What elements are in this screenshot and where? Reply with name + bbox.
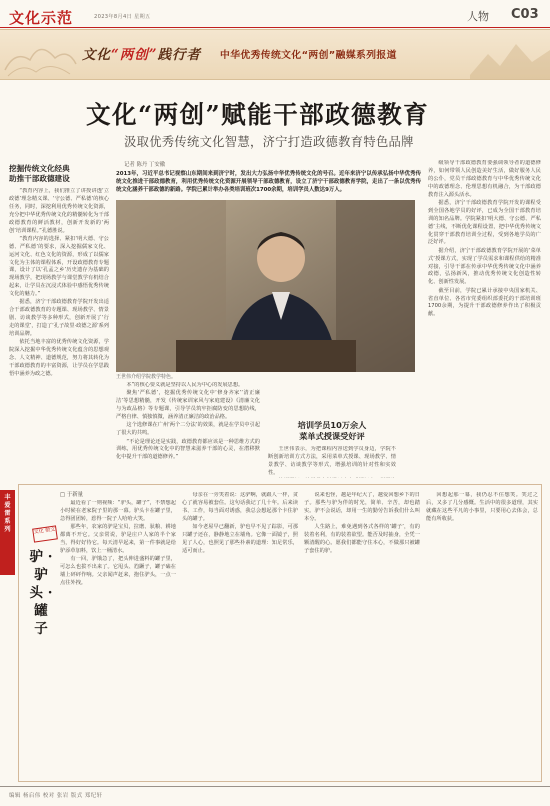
paragraph: 最近看了一则视频：“驴头，罐子”，不禁想起小时候在老家院子里的那一幕。驴头卡在罐子里，急得团团转，惹得一院子人哈哈大笑。 [60,500,176,522]
paragraph: 依托当地丰富的优秀传统文化资源，学院深入挖掘中华优秀传统文化蕴含的思想观念、人文精神、道德规范，努力将其转化为干部政德教育的丰富资源，让学员在学思践悟中涵养为政之德。 [9,339,109,378]
cloud-ornament-icon [0,30,80,80]
byline: 记者 陈丹 丁安徽 [124,162,166,168]
left-column-text [9,188,109,474]
essay-stamp: 文化 散文 [32,525,58,542]
essay-author: □ 于新量 [60,492,83,498]
paragraph: 据介绍，济宁干部政德教育学院开展的‘菜单式’授课方式，实现了学员需求和课程供给的精准对接，引导干部在传承中华优秀传统文化中涵养政德，弘扬新风，推动优秀传统文化创造性转化、创新性发展。 [428,247,541,286]
column-tab-char: 丰 [4,494,11,501]
paragraph: 人生路上，难免遇到各式各样的‘罐子’，有的装着名利，有的装着欲望。能否及时抽身，全凭一颗清醒的心。愿我们都能守住本心，不做那只被罐子套住的驴。 [304,524,420,554]
editor-credits: 编辑 杨启伟 校对 张岩 版式 郑纪轩 [9,793,103,799]
article-photo [116,200,415,372]
paragraph: 据悉，济宁干部政德教育学院开发的课程受到全国各地学员的好评，已成为全国干部教育培训的知名品牌。学院紧扣‘明大德、守公德、严私德’主线，不断优化课程设置，把中华优秀传统文化贯穿干部教育培训全过程，受到各地学员的广泛好评。 [428,199,541,246]
page-number: C03 [511,7,539,22]
column-tab-char: 系 [4,518,11,525]
paragraph: 回想起那一幕，我仍忍不住想笑。笑过之后，又多了几分感慨。生活中的很多道理，其实就藏在这些平凡的小事里，只要用心去体会，总能有所收获。 [426,492,538,522]
series-banner [0,29,550,80]
mountain-ornament-icon [470,30,550,80]
column-tab-char: 爱 [4,502,11,509]
paragraph: “不论是理论还是实践，政德教育都应该是一种思维方式的训练，用优秀传统文化中的智慧来滋养干部的心灵，在潜移默化中提升干部的道德修养。” [116,438,260,461]
paragraph: 说来也怪，越是年纪大了，越爱回想乡下的日子。那些与驴为伴的时光，简单、辛苦，却也踏实。驴不会说话，却用一生的勤劳告诉我们什么叫本分。 [304,492,420,522]
paragraph: 这个选修课在广州‘两个二分法’的效果，就是在学员中引起了很大的共鸣。 [116,422,260,437]
left-column-heading: 挖掘传统文化经典 助推干部政德建设 [9,164,70,183]
column-tab [0,490,15,575]
subsection-heading: 培训学员10万余人 菜单式授课受好评 [297,420,367,441]
paragraph: 级领导干部政德教育要强调领导者的道德修养，如何带领人民创造美好生活，做好服务人民的公仆，党员干部政德教育与中华优秀传统文化中的政德理念、伦理思想有机融合，为干部政德教育注入源头活水。 [428,160,541,198]
banner-title-quote: “两创” [111,47,158,63]
column-tab-char: 列 [4,526,11,533]
essay-title: 驴 · 驴头 · 罐子 [29,549,53,637]
section-name: 人物 [467,10,489,23]
newspaper-logo: 文化示范 [9,9,74,27]
speaker-photo-image [116,200,415,372]
paragraph: 王世伟表示，为把课程内容送到学员身边，学院不断创新培训方式方法，采用菜单式授课、现场教学、情景教学、访谈教学等形式，增强培训的针对性和实效性。 [268,446,396,476]
column-tab-char: 雷 [4,510,11,517]
paragraph: “教育内容的选择、紧扣‘明大德、守公德、严私德’的要求，深入挖掘儒家文化、运河文化、红色文化的资源，形成了以儒家文化为主体的课程体系，开设政德教育专题课，设计了以‘孔孟之乡’历史遗存为基础的现场教学，把现场教学与课堂教学有机结合起来，让学员在沉浸式体验中感悟优秀传统文化的魅力。” [9,235,109,298]
paragraph: 有一回，驴饿急了，把头伸进盛料的罐子里，可怎么也拔不出来了。它甩头、尥蹶子，罐子磕在墙上砰砰作响。父亲闻声赶来，抱住驴头，一点一点往外拽。 [60,556,176,586]
footer-rule [0,786,550,787]
paragraph: 那些年，农家的驴是宝贝，拉磨、驮粮、耕地都离不开它。父亲常说，驴是庄户人家的半个家当，得好好待它。每天清早起来，第一件事就是给驴添草加料，饮上一桶清水。 [60,524,176,554]
essay-column-4 [426,492,538,780]
essay-column-3 [304,492,420,780]
middle-column-text [116,382,260,478]
paragraph: “教育内容上，我们推立了讲授讲透‘立政德’理念精义课、‘守公德、严私德’的核心任务，同时，深挖利用优秀传统文化资源，充分把中华优秀传统文化的精髓转化为干部政德教育的鲜活教材，创新开发新的‘两创’培训课程。”孔德胜说。 [9,188,109,234]
banner-title-post: 践行者 [157,47,202,63]
paragraph: 截至目前，学院已累计承接中央国家机关、省直单位、各省市党委组织部委托的干部培训班1700余期，为提升干部政德修养作出了积极贡献。 [428,287,541,318]
paragraph: 如今老屋早已翻新，驴也早不见了踪影，可那只罐子还在，静静地立在墙角。它像一面镜子，照见了人心，也照见了那些朴素的道理：知足常乐，适可而止。 [182,524,298,554]
essay-column-1 [60,500,176,780]
right-column-text [428,160,541,478]
photo-caption: 王世伟介绍学院教学特色。 [116,374,177,380]
masthead-rule [0,27,550,28]
dateline: 2023年8月4日 星期五 [94,14,151,20]
essay-column-2 [182,492,298,780]
banner-title [82,43,201,63]
paragraph: 母亲在一旁笑着说：这驴啊，就跟人一样，贪心了就容易被套住。这句话我记了几十年。后来读书、工作，每当面对诱惑，我总会想起那个卡住驴头的罐子。 [182,492,298,522]
banner-title-pre: 文化 [82,47,111,63]
lead-paragraph: 2013年，习近平总书记视察山东期间来到济宁时，发出大力弘扬中华优秀传统文化的号召。近年来济宁以传承弘扬中华优秀传统文化推进干部政德教育，利用优秀传统文化资源开展领导干部政德教育，设立了济宁干部政德教育学院，走出了一条以优秀传统文化涵养干部政德的新路。学院已累计举办各类培训班次1700余期，培训学员人数达9万人。 [116,171,421,193]
paragraph: 本”的核心要义就是坚持以人民为中心的发展思想。 [126,382,244,388]
subsection-text [268,446,396,478]
paragraph: 聚焦‘严私德’，挖掘优秀传统文化中‘修身齐家’‘清正廉洁’等思想精髓，开发《传统家训家风与家庭建设》《清廉文化与为政品格》等专题课，引导学员筑牢拒腐防变的思想防线，严格自律、慎独慎微，涵养清正廉洁的政治品格。 [116,390,260,421]
banner-series-name: 中华优秀传统文化“两创”融媒系列报道 [220,50,397,61]
paragraph: 据悉，济宁干部政德教育学院开发出适合干部政德教育的专题课、现场教学、情景剧、访谈教学等多种形式，创新开展了‘行走的课堂’，打造了‘孔子故里·政德之源’系列培训品牌。 [9,299,109,338]
main-headline: 文化“两创”赋能干部政德教育 [86,100,430,129]
subheadline: 汲取优秀传统文化智慧，济宁打造政德教育特色品牌 [124,135,414,149]
